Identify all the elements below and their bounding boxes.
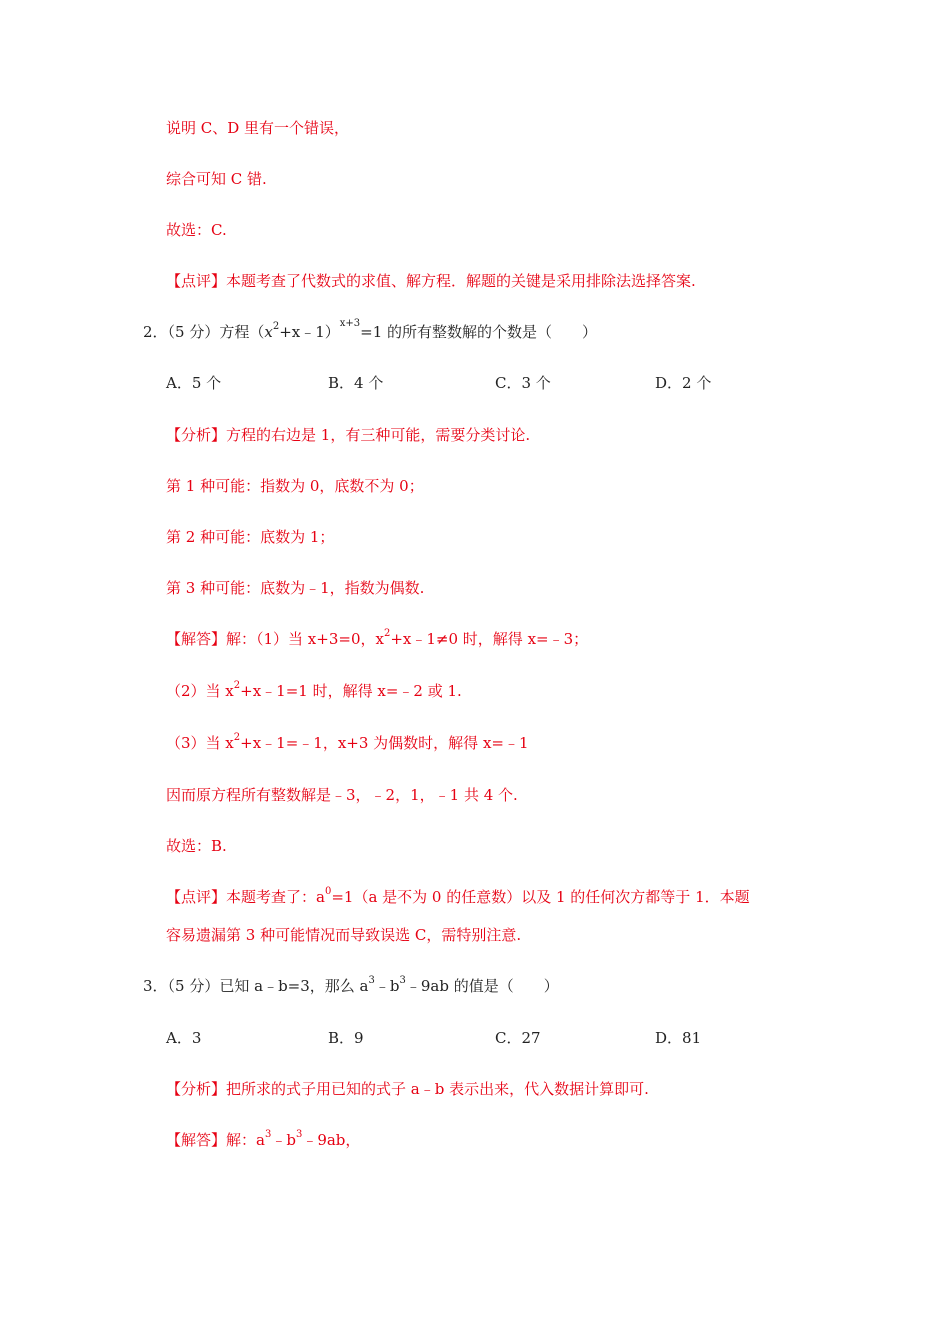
q3-number: 3． <box>143 977 168 995</box>
q2-exponent: x+3 <box>339 318 361 329</box>
q2-sol3-pre: （3）当 x <box>166 734 234 752</box>
prev-comment: 【点评】本题考查了代数式的求值、解方程．解题的关键是采用排除法选择答案. <box>166 272 696 290</box>
q2-solution-1 <box>166 629 588 649</box>
q3-stem-mid: ﹣b <box>374 977 400 995</box>
q3-stem-sup-2: 3 <box>399 975 406 986</box>
q2-comment-1 <box>166 887 750 907</box>
q3-option-a: A．3 <box>166 1029 202 1047</box>
prev-line-2: 综合可知 C 错. <box>166 170 267 188</box>
q3-stem-pre: （5 分）已知 a﹣b=3，那么 a <box>167 977 369 995</box>
q3-analysis: 【分析】把所求的式子用已知的式子 a﹣b 表示出来，代入数据计算即可. <box>166 1080 649 1098</box>
q2-option-a: A．5 个 <box>166 374 222 392</box>
q2-solution-2 <box>166 681 462 701</box>
q2-score: （5 分）方程（ <box>167 323 265 341</box>
q2-comment-post: =1（a 是不为 0 的任意数）以及 1 的任何次方都等于 1．本题 <box>331 888 750 906</box>
prev-line-3: 故选：C. <box>166 221 227 239</box>
q3-sol-sup-2: 3 <box>295 1129 303 1140</box>
q2-number: 2． <box>143 323 168 341</box>
q2-base-rest: +x﹣1） <box>279 323 340 341</box>
q3-sol-mid: ﹣b <box>271 1131 296 1149</box>
q2-case-2: 第 2 种可能：底数为 1； <box>166 528 335 546</box>
q3-sol-post: ﹣9ab， <box>302 1131 361 1149</box>
q3-stem-post: ﹣9ab 的值是（ ） <box>405 977 559 995</box>
q3-option-b: B．9 <box>328 1029 364 1047</box>
prev-line-1: 说明 C、D 里有一个错误， <box>166 119 350 137</box>
q3-stem-sup-1: 3 <box>368 975 375 986</box>
q2-base-x: x <box>264 323 273 341</box>
q3-sol-pre: 【解答】解：a <box>166 1131 265 1149</box>
q3-stem <box>143 976 559 996</box>
q3-option-d: D．81 <box>655 1029 702 1047</box>
q2-solution-3 <box>166 733 529 753</box>
q2-choice: 故选：B. <box>166 837 227 855</box>
q2-sol3-sup: 2 <box>233 732 241 743</box>
q2-base-sup: 2 <box>272 321 280 332</box>
q2-option-c: C．3 个 <box>495 374 551 392</box>
q2-sol2-pre: （2）当 x <box>166 682 234 700</box>
q2-analysis: 【分析】方程的右边是 1，有三种可能，需要分类讨论. <box>166 426 531 444</box>
q2-solution-4: 因而原方程所有整数解是﹣3，﹣2，1，﹣1 共 4 个. <box>166 786 518 804</box>
q2-option-d: D．2 个 <box>655 374 712 392</box>
q3-solution <box>166 1130 360 1150</box>
q2-comment-pre: 【点评】本题考查了：a <box>166 888 325 906</box>
q2-option-b: B．4 个 <box>328 374 384 392</box>
q2-case-3: 第 3 种可能：底数为﹣1，指数为偶数. <box>166 579 425 597</box>
q2-sol1-sup: 2 <box>383 628 391 639</box>
q3-option-c: C．27 <box>495 1029 541 1047</box>
q2-sol1-pre: 【解答】解：（1）当 x+3=0，x <box>166 630 384 648</box>
q2-sol3-post: +x﹣1=﹣1，x+3 为偶数时，解得 x=﹣1 <box>240 734 529 752</box>
q2-sol2-post: +x﹣1=1 时，解得 x=﹣2 或 1. <box>240 682 462 700</box>
q2-stem <box>143 318 598 342</box>
q3-sol-sup-1: 3 <box>264 1129 272 1140</box>
q2-comment-sup: 0 <box>324 886 332 897</box>
q2-sol2-sup: 2 <box>233 680 241 691</box>
q2-sol1-post: +x﹣1≠0 时，解得 x=﹣3； <box>390 630 589 648</box>
q2-comment-2: 容易遗漏第 3 种可能情况而导致误选 C，需特别注意. <box>166 926 522 944</box>
q2-tail: =1 的所有整数解的个数是（ ） <box>360 323 598 341</box>
q2-case-1: 第 1 种可能：指数为 0，底数不为 0； <box>166 477 424 495</box>
